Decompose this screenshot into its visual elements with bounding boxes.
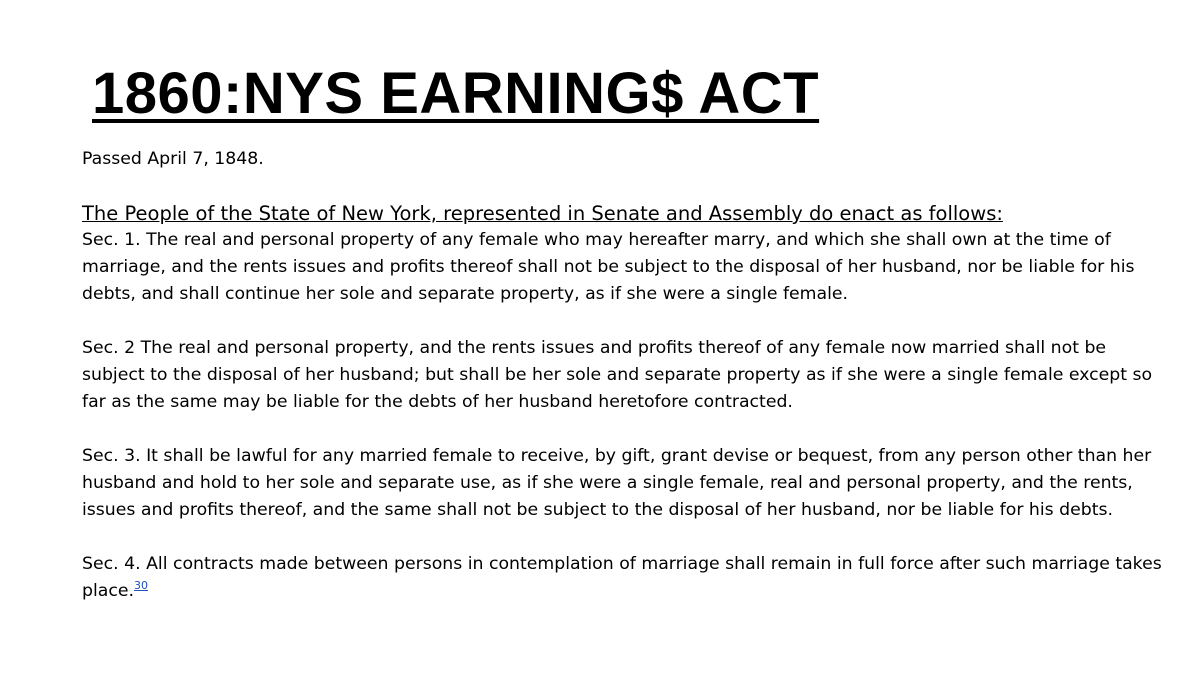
footnote-link[interactable]: 30 (134, 579, 148, 593)
enactment-heading: The People of the State of New York, represented in Senate and Assembly do enact as follows: (82, 202, 1003, 225)
passed-date: Passed April 7, 1848. (82, 149, 264, 169)
section-4: Sec. 4. All contracts made between persons in contemplation of marriage shall remain in full force after such marriage takes place. (82, 554, 1162, 601)
slide-body (82, 146, 1162, 605)
section-3: Sec. 3. It shall be lawful for any married female to receive, by gift, grant devise or bequest, from any person other than her husband and hold to her sole and separate use, as if she were a single female, real and personal property, and the rents, issues and profits thereof, and the same shall not be subject to the disposal of her husband, nor be liable for his debts. (82, 446, 1152, 520)
section-2: Sec. 2 The real and personal property, and the rents issues and profits thereof of any female now married shall not be subject to the disposal of her husband; but shall be her sole and separate property as if she were a single female except so far as the same may be liable for the debts of her husband heretofore contracted. (82, 338, 1153, 412)
section-1: Sec. 1. The real and personal property of any female who may hereafter marry, and which she shall own at the time of marriage, and the rents issues and profits thereof shall not be subject to the disposal of her husband, nor be liable for his debts, and shall continue her sole and separate property, as if she were a single female. (82, 230, 1135, 304)
slide-title: 1860:NYS EARNING$ ACT (92, 61, 820, 126)
section-4-paragraph (82, 551, 1162, 605)
